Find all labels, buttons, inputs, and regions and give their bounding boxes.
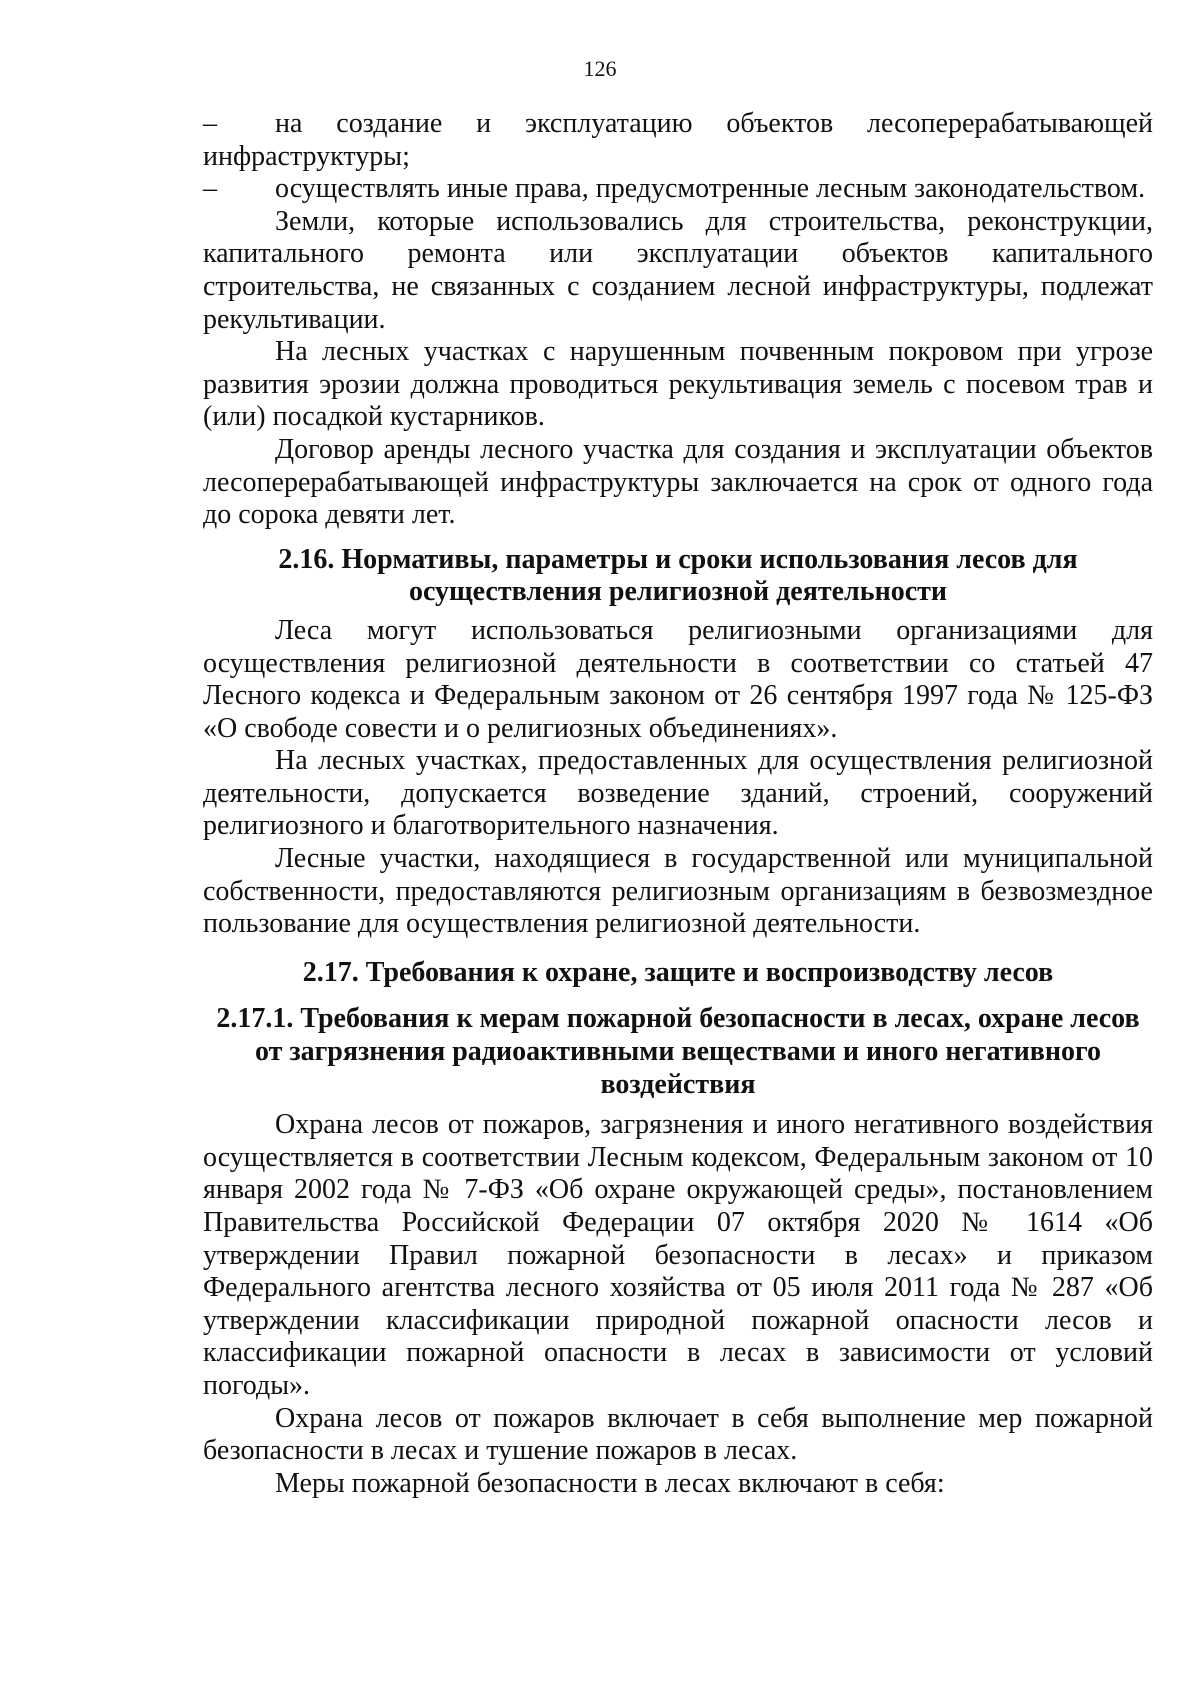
section-heading-2-17: 2.17. Требования к охране, защите и воспроизводству лесов — [302, 956, 1054, 988]
paragraph: Договор аренды лесного участка для создания и эксплуатации объектов лесоперерабатывающей инфраструктуры заключается на срок от одного года до сорока девяти лет. — [203, 433, 1153, 531]
paragraph: Земли, которые использовались для строительства, реконструкции, капитального ремонта или эксплуатации объектов капитального строительства, не связанных с созданием лесной инфраструктуры, подлежат рекультивации. — [203, 205, 1153, 335]
paragraph: На лесных участках, предоставленных для осуществления религиозной деятельности, допускается возведение зданий, строений, сооружений религиозного и благотворительного назначения. — [203, 745, 1153, 842]
paragraph: Лесные участки, находящиеся в государственной или муниципальной собственности, предоставляются религиозным организациям в безвозмездное пользование для осуществления религиозной деятельности. — [203, 843, 1153, 940]
dash-marker: – — [203, 173, 217, 205]
paragraph: Охрана лесов от пожаров включает в себя выполнение мер пожарной безопасности в лесах и тушение пожаров в лесах. — [203, 1402, 1153, 1467]
dash-marker: – — [203, 108, 217, 139]
page-number: 126 — [583, 56, 617, 81]
section-heading-2-16: 2.16. Нормативы, параметры и сроки использования лесов для осуществления религиозной деятельности — [278, 543, 1078, 608]
list-item — [203, 173, 1153, 206]
paragraph: Меры пожарной безопасности в лесах включают в себя: — [275, 1467, 945, 1499]
paragraph: Леса могут использоваться религиозными организациями для осуществления религиозной деятельности в соответствии со статьей 47 Лесного кодекса и Федеральным законом от 26 сентября 1997 года № 125-ФЗ «О свободе совести и о религиозных объединениях». — [203, 614, 1153, 744]
list-item-text: на создание и эксплуатацию объектов лесоперерабатывающей инфраструктуры; — [203, 108, 1153, 172]
paragraph: На лесных участках с нарушенным почвенным покровом при угрозе развития эрозии должна проводиться рекультивация земель с посевом трав и (или) посадкой кустарников. — [203, 336, 1153, 433]
section-heading-2-17-1: 2.17.1. Требования к мерам пожарной безопасности в лесах, охране лесов от загрязнения радиоактивными веществами и иного негативного воздействия — [216, 1003, 1140, 1100]
paragraph: Охрана лесов от пожаров, загрязнения и иного негативного воздействия осуществляется в соответствии Лесным кодексом, Федеральным законом от 10 января 2002 года № 7-ФЗ «Об охране окружающей среды», постановлением Правительства Российской Федерации 07 октября 2020 № 1614 «Об утверждении Правил пожарной безопасности в лесах» и приказом Федерального агентства лесного хозяйства от 05 июля 2011 года № 287 «Об утверждении классификации природной пожарной опасности лесов и классификации пожарной опасности в лесах в зависимости от условий погоды». — [203, 1109, 1153, 1401]
list-item-text: осуществлять иные права, предусмотренные лесным законодательством. — [275, 173, 1146, 205]
list-item — [203, 108, 1153, 173]
document-body — [203, 108, 1153, 1500]
